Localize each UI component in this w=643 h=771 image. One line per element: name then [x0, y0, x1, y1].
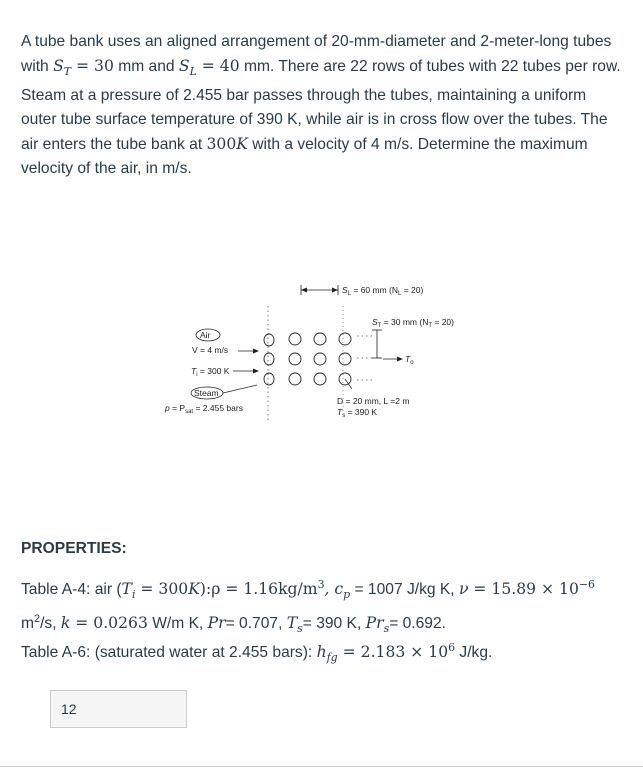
sl-label: $S_L = 60$ mm $(N_L = 20)$: [342, 285, 424, 297]
table-a4-properties: Table A-4: air ($T_i$ = 300K):ρ = $1.16kg/m^3$, $c_p = 1007$ J/kg K, $\nu = 15.89 \times 10^{-6}$ $m^2/s$, k = 0.0263 W/m K, Pr= 0.707, $T_s= 390$ K, $Pr_s= 0.692$.: [21, 578, 595, 636]
inlet-temp-value: 300: [206, 135, 237, 154]
problem-text-1: A tube bank uses an aligned arrangement of 20-mm-diameter and 2-meter-long tubes with: [21, 33, 612, 75]
sl-value: = 40: [196, 57, 240, 75]
table-a6-properties: Table A-6: (saturated water at 2.455 bars): $h_{fg} = 2.183 \times 10^6$ J/kg.: [21, 641, 493, 665]
velocity-label: V = 4 m/s: [192, 345, 229, 355]
inlet-temp-unit: K: [236, 135, 248, 154]
air-label: Air: [200, 330, 211, 340]
table-a4-label: Table A-4:: [21, 581, 91, 599]
steam-label: Steam: [194, 388, 219, 398]
answer-value: 12: [61, 701, 77, 717]
dimensions-label: D = 20 mm, L =2 m: [337, 396, 410, 406]
properties-title: PROPERTIES:: [21, 540, 127, 557]
ti-label: $T_i = 300$ K: [191, 366, 230, 378]
tube-bank-figure: [160, 276, 480, 426]
pressure-label: $p = P_{sat} = 2.455$ bars: [165, 403, 243, 415]
st-value: = 30: [71, 57, 114, 75]
problem-text-2: mm and: [113, 58, 179, 75]
sl-symbol: $S_L$: [178, 57, 197, 79]
problem-text-4: with a velocity of 4 m/s. Determine the maximum velocity of the air, in m/s.: [21, 136, 588, 178]
divider: [0, 766, 643, 767]
table-a6-label: Table A-6:: [21, 644, 91, 662]
ts-label: $T_s = 390$ K: [337, 407, 378, 419]
problem-text-3: mm. There are 22 rows of tubes with 22 tubes per row. Steam at a pressure of 2.455 bar passes through the tubes, maintaining a uniform outer tube surface temperature of 390 K, while air is in cross flow over the tubes. The air enters the tube bank at: [21, 58, 621, 154]
answer-input[interactable]: [50, 690, 187, 728]
to-label: $T_o$: [405, 354, 414, 366]
problem-statement: [21, 30, 625, 181]
st-symbol: $S_T$: [53, 57, 72, 79]
st-label: $S_T = 30$ mm $(N_T = 20)$: [372, 317, 454, 329]
